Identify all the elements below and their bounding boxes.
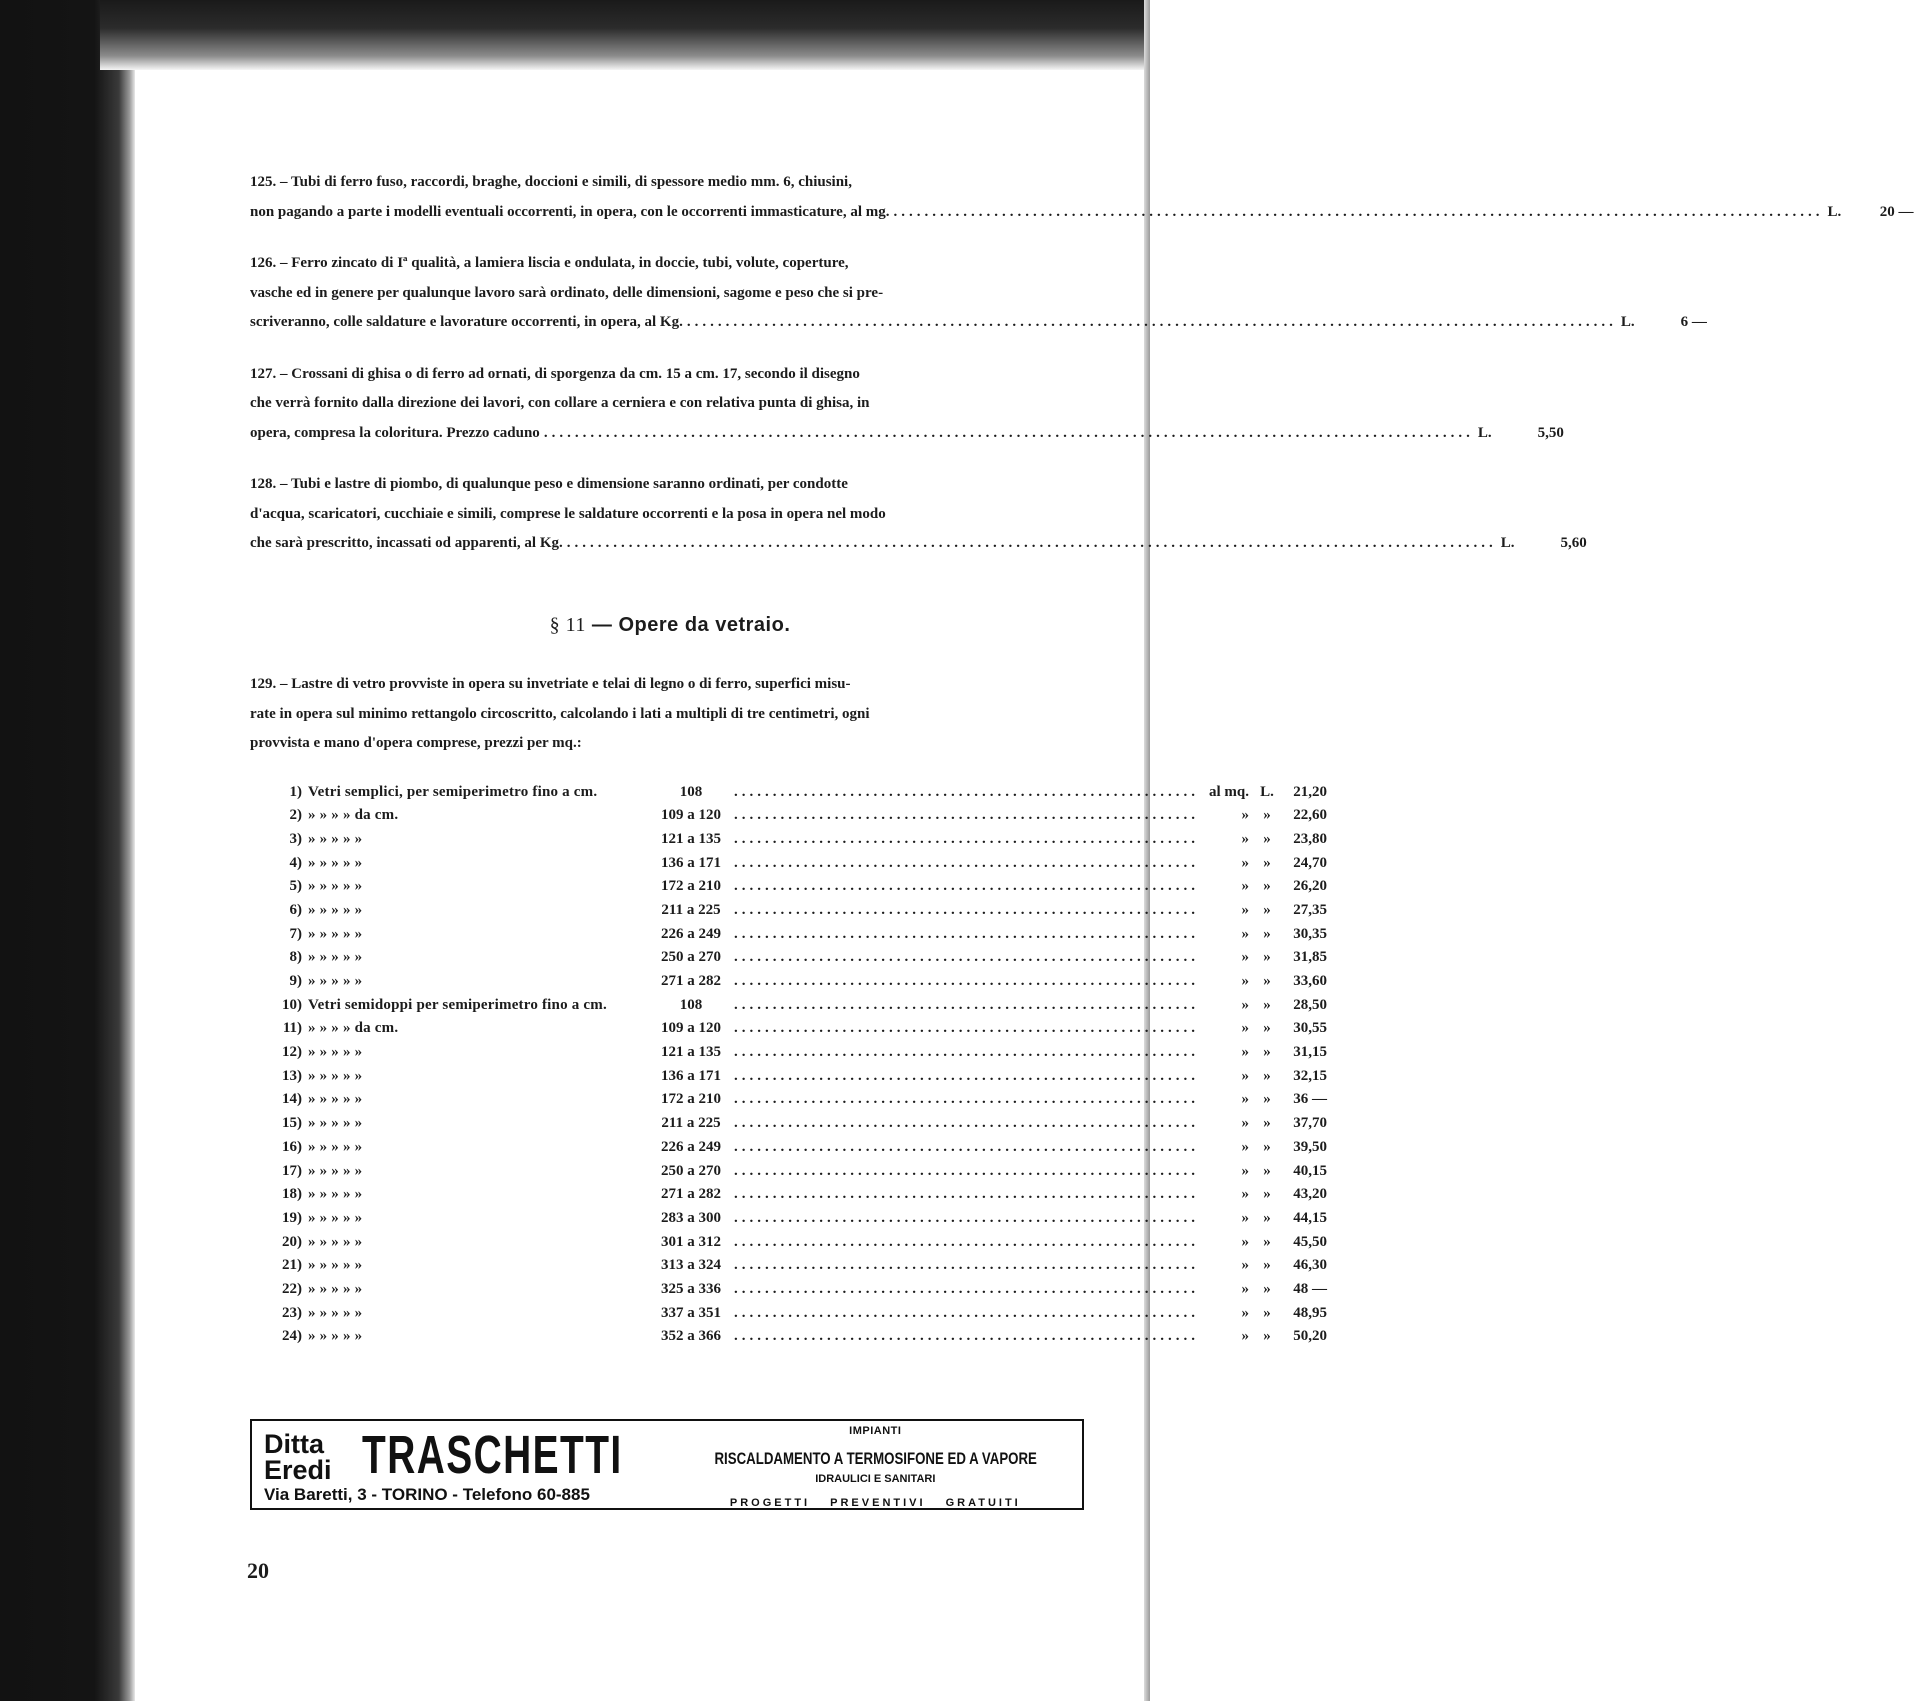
table-row (250, 994, 1327, 1018)
table-row (250, 1017, 1327, 1041)
table-row (250, 852, 1327, 876)
row-number: 7) (289, 925, 302, 942)
leader-dots: ............................................................ (734, 854, 1199, 871)
row-unit: » (1241, 949, 1249, 966)
row-number: 17) (282, 1162, 302, 1179)
row-price: 30,55 (1293, 1020, 1327, 1037)
intro-line: provvista e mano d'opera comprese, prezzi per mq.: (250, 735, 582, 751)
row-description: » » » » da cm. (308, 1020, 399, 1037)
row-description: Vetri semplici, per semiperimetro fino a cm. (308, 783, 598, 800)
row-currency: » (1263, 1020, 1271, 1037)
item-price: 5,60 (1560, 535, 1587, 551)
row-number: 24) (282, 1328, 302, 1345)
row-description: » » » » » (308, 1233, 363, 1250)
row-number: 4) (289, 854, 302, 871)
item-last-line (250, 419, 1564, 449)
row-description: » » » » » (308, 1044, 363, 1061)
row-range: 211 a 225 (661, 1115, 721, 1132)
leader-dots: ............................................................ (734, 1328, 1199, 1345)
row-description: » » » » » (308, 1186, 363, 1203)
item-currency: L. (1477, 424, 1492, 441)
row-description: » » » » » (308, 1162, 363, 1179)
row-unit: » (1241, 996, 1249, 1013)
row-description: » » » » » (308, 1115, 363, 1132)
row-range: 250 a 270 (661, 949, 721, 966)
row-unit: » (1241, 901, 1249, 918)
ad-riscaldamento: RISCALDAMENTO A TERMOSIFONE ED A VAPORE (714, 1449, 1037, 1468)
row-range: 109 a 120 (661, 807, 721, 824)
row-unit: » (1241, 1138, 1249, 1155)
row-price: 30,35 (1293, 925, 1327, 942)
row-number: 9) (289, 973, 302, 989)
item-line: opera, compresa la coloritura. Prezzo caduno (250, 424, 540, 441)
table-row (250, 1136, 1327, 1160)
table-row (250, 923, 1327, 947)
row-description: » » » » » (308, 1304, 363, 1321)
row-currency: » (1263, 901, 1271, 918)
row-unit: » (1241, 1186, 1249, 1203)
row-number: 13) (282, 1067, 302, 1084)
row-number: 2) (289, 807, 302, 824)
item-price: 6 — (1680, 314, 1707, 330)
leader-dots: ........................................................................................................................ (893, 203, 1824, 220)
leader-dots: ........................................................................................................................ (686, 314, 1617, 330)
row-number: 11) (282, 1020, 302, 1037)
intro-line: 129. – Lastre di vetro provviste in opera su invetriate e telai di legno o di ferro, superfici misu- (250, 676, 851, 692)
item-line: vasche ed in genere per qualunque lavoro sarà ordinato, delle dimensioni, sagome e peso che si pre- (250, 284, 884, 301)
row-price: 36 — (1293, 1091, 1327, 1108)
leader-dots: ............................................................ (734, 1020, 1199, 1037)
row-unit: » (1241, 925, 1249, 942)
row-price: 48,95 (1293, 1304, 1327, 1321)
row-range: 337 a 351 (661, 1304, 721, 1321)
row-range: 226 a 249 (661, 925, 721, 942)
row-unit: » (1241, 1280, 1249, 1297)
row-number: 12) (282, 1044, 302, 1061)
row-currency: » (1263, 1257, 1271, 1274)
row-number: 21) (282, 1257, 302, 1274)
row-price: 31,15 (1293, 1044, 1327, 1061)
row-price: 48 — (1293, 1280, 1327, 1297)
row-unit: » (1241, 854, 1249, 871)
row-price: 28,50 (1293, 996, 1327, 1013)
leader-dots: ............................................................ (734, 1233, 1199, 1250)
item-line: 126. – Ferro zincato di Iª qualità, a lamiera liscia e ondulata, in doccie, tubi, volute, coperture, (250, 255, 849, 271)
price-item (250, 168, 1914, 227)
item-price: 5,50 (1537, 424, 1564, 441)
row-unit: » (1241, 1067, 1249, 1084)
row-range: 211 a 225 (661, 901, 721, 918)
row-price: 23,80 (1293, 830, 1327, 847)
section-dash: — (591, 613, 613, 636)
row-range: 121 a 135 (661, 1044, 721, 1061)
row-number: 20) (282, 1233, 302, 1250)
row-number: 18) (282, 1186, 302, 1203)
section-title: Opere da vetraio. (618, 613, 791, 636)
item-line: che verrà fornito dalla direzione dei lavori, con collare a cerniera e con relativa punta di ghisa, in (250, 395, 870, 411)
row-currency: L. (1260, 783, 1274, 800)
item-last-line (250, 308, 1707, 338)
row-unit: al mq. (1208, 783, 1249, 800)
row-unit: » (1241, 1257, 1249, 1274)
row-price: 45,50 (1293, 1233, 1327, 1250)
ad-ditta-eredi (264, 1431, 332, 1483)
row-range: 109 a 120 (661, 1020, 721, 1037)
item-currency: L. (1500, 535, 1515, 551)
row-description: » » » » » (308, 973, 363, 989)
row-currency: » (1263, 1162, 1271, 1179)
row-unit: » (1241, 1304, 1249, 1321)
row-description: » » » » » (308, 1328, 363, 1345)
row-range: 250 a 270 (661, 1162, 721, 1179)
row-unit: » (1241, 1162, 1249, 1179)
leader-dots: ............................................................ (734, 1091, 1199, 1108)
row-description: » » » » » (308, 1067, 363, 1084)
table-row (250, 1254, 1327, 1278)
row-number: 1) (289, 783, 302, 800)
row-range: 172 a 210 (661, 1091, 721, 1108)
item-last-line (250, 198, 1914, 228)
section-number: § 11 (549, 613, 586, 636)
table-row (250, 1160, 1327, 1184)
row-number: 10) (282, 996, 302, 1013)
leader-dots: ............................................................ (734, 830, 1199, 847)
glass-price-table (250, 781, 1327, 1350)
row-price: 21,20 (1293, 783, 1327, 800)
row-currency: » (1263, 1328, 1271, 1345)
row-currency: » (1263, 996, 1271, 1013)
price-item (250, 360, 1564, 449)
row-price: 39,50 (1293, 1138, 1327, 1155)
row-range: 108 (679, 996, 703, 1013)
row-number: 22) (282, 1280, 302, 1297)
row-currency: » (1263, 1209, 1271, 1226)
item-line: scriveranno, colle saldature e lavorature occorrenti, in opera, al Kg. (250, 314, 683, 330)
book-spine-shadow (0, 0, 135, 1701)
row-price: 37,70 (1293, 1115, 1327, 1132)
table-row (250, 970, 1327, 994)
table-row (250, 1302, 1327, 1326)
row-currency: » (1263, 1304, 1271, 1321)
row-description: » » » » » (308, 1209, 363, 1226)
row-price: 27,35 (1293, 901, 1327, 918)
row-unit: » (1241, 1115, 1249, 1132)
row-price: 44,15 (1293, 1209, 1327, 1226)
row-unit: » (1241, 973, 1249, 989)
ad-progetti: PROGETTI PREVENTIVI GRATUITI (729, 1497, 1021, 1509)
row-currency: » (1263, 1044, 1271, 1061)
row-price: 26,20 (1293, 878, 1327, 895)
row-range: 226 a 249 (661, 1138, 721, 1155)
page-number: 20 (247, 1558, 269, 1583)
leader-dots: ........................................................................................................................ (566, 535, 1497, 551)
table-row (250, 1088, 1327, 1112)
table-row (250, 1231, 1327, 1255)
row-range: 352 a 366 (661, 1328, 721, 1345)
row-description: » » » » » (308, 901, 363, 918)
row-description: » » » » da cm. (308, 807, 399, 824)
row-number: 15) (282, 1115, 302, 1132)
item-line: che sarà prescritto, incassati od apparenti, al Kg. (250, 535, 563, 551)
row-price: 46,30 (1293, 1257, 1327, 1274)
leader-dots: ............................................................ (734, 1186, 1199, 1203)
ad-eredi: Eredi (264, 1455, 332, 1485)
leader-dots: ............................................................ (734, 1280, 1199, 1297)
row-currency: » (1263, 1091, 1271, 1108)
table-row (250, 1183, 1327, 1207)
row-unit: » (1241, 830, 1249, 847)
price-item (250, 249, 1707, 338)
row-number: 14) (282, 1091, 302, 1108)
row-price: 43,20 (1293, 1186, 1327, 1203)
row-unit: » (1241, 1233, 1249, 1250)
item-line: 128. – Tubi e lastre di piombo, di qualunque peso e dimensione saranno ordinati, per condotte (250, 476, 848, 492)
ad-right-block (669, 1421, 1082, 1508)
row-range: 136 a 171 (661, 854, 721, 871)
item-line: d'acqua, scaricatori, cucchiaie e simili, comprese le saldature occorrenti e la posa in opera nel modo (250, 505, 886, 522)
row-currency: » (1263, 830, 1271, 847)
row-currency: » (1263, 1233, 1271, 1250)
row-unit: » (1241, 807, 1249, 824)
table-row (250, 804, 1327, 828)
ad-impianti: IMPIANTI (849, 1425, 902, 1437)
section-heading (250, 611, 1090, 641)
row-currency: » (1263, 1280, 1271, 1297)
table-row (250, 828, 1327, 852)
leader-dots: ............................................................ (734, 901, 1199, 918)
row-unit: » (1241, 1020, 1249, 1037)
row-currency: » (1263, 1067, 1271, 1084)
table-row (250, 1325, 1327, 1349)
top-scan-shadow (100, 0, 1150, 70)
intro-line: rate in opera sul minimo rettangolo circoscritto, calcolando i lati a multipli di tre centimetri, ogni (250, 705, 870, 722)
row-range: 136 a 171 (661, 1067, 721, 1084)
table-row (250, 1112, 1327, 1136)
advertisement-traschetti (250, 1419, 1084, 1510)
table-row (250, 875, 1327, 899)
row-price: 31,85 (1293, 949, 1327, 966)
price-list-page (250, 168, 1914, 1349)
row-description: » » » » » (308, 949, 363, 966)
ad-address: Via Baretti, 3 - TORINO - Telefono 60-885 (264, 1485, 590, 1504)
row-currency: » (1263, 973, 1271, 989)
leader-dots: ............................................................ (734, 1209, 1199, 1226)
table-row (250, 946, 1327, 970)
item-currency: L. (1827, 203, 1842, 220)
leader-dots: ............................................................ (734, 1304, 1199, 1321)
table-row (250, 1278, 1327, 1302)
leader-dots: ........................................................................................................................ (543, 424, 1474, 441)
ad-ditta: Ditta (264, 1429, 324, 1459)
row-number: 23) (282, 1304, 302, 1321)
table-row (250, 1207, 1327, 1231)
row-price: 50,20 (1293, 1328, 1327, 1345)
row-description: » » » » » (308, 1091, 363, 1108)
row-price: 33,60 (1293, 973, 1327, 989)
item-line: non pagando a parte i modelli eventuali occorrenti, in opera, con le occorrenti immasticature, al mg. (250, 203, 890, 220)
row-range: 271 a 282 (661, 973, 721, 989)
row-currency: » (1263, 878, 1271, 895)
row-range: 121 a 135 (661, 830, 721, 847)
item-129-intro (250, 670, 1090, 759)
row-currency: » (1263, 807, 1271, 824)
row-number: 8) (289, 949, 302, 966)
row-range: 313 a 324 (661, 1257, 721, 1274)
table-row (250, 1065, 1327, 1089)
leader-dots: ............................................................ (734, 783, 1199, 800)
ad-idraulici: IDRAULICI E SANITARI (815, 1473, 936, 1485)
row-range: 172 a 210 (661, 878, 721, 895)
row-currency: » (1263, 949, 1271, 966)
row-description: Vetri semidoppi per semiperimetro fino a cm. (308, 996, 607, 1013)
row-description: » » » » » (308, 854, 363, 871)
row-range: 108 (679, 783, 703, 800)
row-description: » » » » » (308, 878, 363, 895)
price-items (250, 168, 1914, 559)
item-price: 20 — (1879, 203, 1914, 220)
table-row (250, 899, 1327, 923)
row-currency: » (1263, 1186, 1271, 1203)
item-currency: L. (1620, 314, 1635, 330)
leader-dots: ............................................................ (734, 996, 1199, 1013)
leader-dots: ............................................................ (734, 1162, 1199, 1179)
item-line: 125. – Tubi di ferro fuso, raccordi, braghe, doccioni e simili, di spessore medio mm. 6, chiusini, (250, 174, 852, 190)
row-unit: » (1241, 878, 1249, 895)
leader-dots: ............................................................ (734, 1044, 1199, 1061)
row-number: 16) (282, 1138, 302, 1155)
leader-dots: ............................................................ (734, 1257, 1199, 1274)
row-unit: » (1241, 1091, 1249, 1108)
row-currency: » (1263, 925, 1271, 942)
row-currency: » (1263, 854, 1271, 871)
leader-dots: ............................................................ (734, 949, 1199, 966)
row-description: » » » » » (308, 1257, 363, 1274)
leader-dots: ............................................................ (734, 973, 1199, 989)
row-description: » » » » » (308, 1280, 363, 1297)
row-range: 325 a 336 (661, 1280, 721, 1297)
row-number: 19) (282, 1209, 302, 1226)
row-number: 5) (289, 878, 302, 895)
row-range: 271 a 282 (661, 1186, 721, 1203)
row-price: 24,70 (1293, 854, 1327, 871)
leader-dots: ............................................................ (734, 1138, 1199, 1155)
row-range: 283 a 300 (661, 1209, 721, 1226)
row-description: » » » » » (308, 830, 363, 847)
row-number: 6) (289, 901, 302, 918)
row-currency: » (1263, 1138, 1271, 1155)
table-row (250, 1041, 1327, 1065)
row-price: 40,15 (1293, 1162, 1327, 1179)
row-unit: » (1241, 1328, 1249, 1345)
row-price: 32,15 (1293, 1067, 1327, 1084)
row-range: 301 a 312 (661, 1233, 721, 1250)
ad-brand-name: TRASCHETTI (362, 1425, 623, 1485)
row-currency: » (1263, 1115, 1271, 1132)
item-line: 127. – Crossani di ghisa o di ferro ad ornati, di sporgenza da cm. 15 a cm. 17, secondo il disegno (250, 365, 860, 382)
row-unit: » (1241, 1044, 1249, 1061)
leader-dots: ............................................................ (734, 878, 1199, 895)
row-unit: » (1241, 1209, 1249, 1226)
item-last-line (250, 529, 1587, 559)
leader-dots: ............................................................ (734, 1115, 1199, 1132)
row-description: » » » » » (308, 925, 363, 942)
table-row (250, 781, 1327, 805)
row-price: 22,60 (1293, 807, 1327, 824)
price-item (250, 470, 1587, 559)
leader-dots: ............................................................ (734, 925, 1199, 942)
leader-dots: ............................................................ (734, 807, 1199, 824)
row-description: » » » » » (308, 1138, 363, 1155)
ad-left-block (252, 1421, 669, 1508)
row-number: 3) (289, 830, 302, 847)
leader-dots: ............................................................ (734, 1067, 1199, 1084)
